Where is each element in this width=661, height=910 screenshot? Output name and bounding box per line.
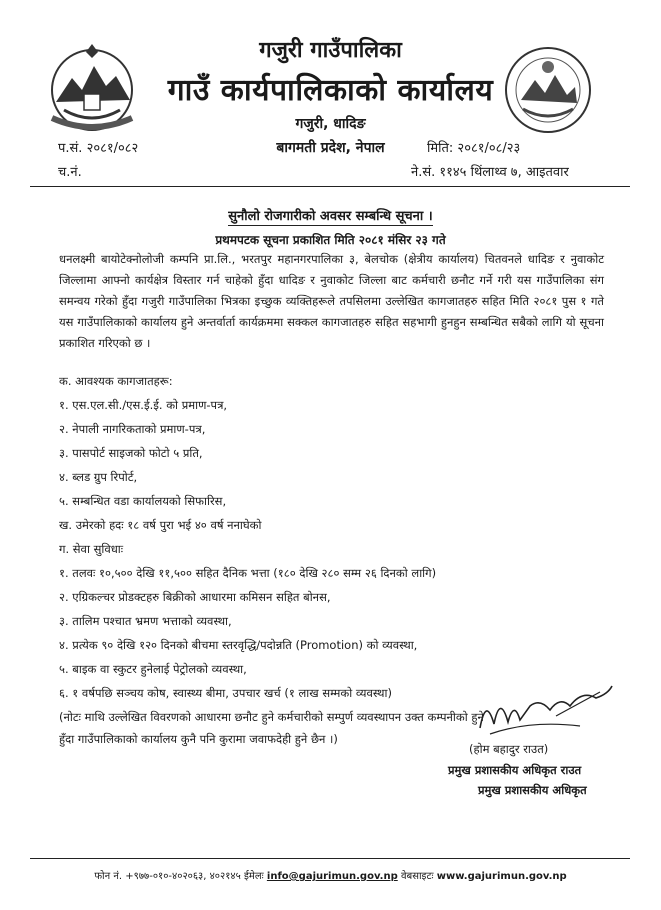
footer-email-label: ईमेलः <box>244 871 264 882</box>
list-item: ५. बाइक वा स्कुटर हुनेलाई पेट्रोलको व्यवस्था, <box>59 662 247 676</box>
dispatch-number: च.नं. <box>58 165 82 180</box>
reference-number: प.सं. २०८१/०८२ <box>58 141 139 156</box>
footer-email-link[interactable]: info@gajurimun.gov.np <box>266 871 398 882</box>
letter-date: मिति: २०८१/०८/२३ <box>427 141 521 156</box>
list-item: १. तलवः १०,५०० देखि ११,५०० सहित दैनिक भत्ता (१८० देखि २८० सम्म २६ दिनको लागि) <box>59 566 437 580</box>
list-item: ३. पासपोर्ट साइजको फोटो ५ प्रति, <box>59 446 203 460</box>
note-line: (नोटः माथि उल्लेखित विवरणको आधारमा छनौट हुने कर्मचारीको सम्पुर्ण व्यवस्थापन उक्त कम्पनीको हुने <box>59 710 484 724</box>
list-item: ग. सेवा सुविधाः <box>59 542 124 556</box>
notice-title-text: सुनौलो रोजगारीको अवसर सम्बन्धि सूचना । <box>228 209 433 224</box>
list-item: २. नेपाली नागरिकताको प्रमाण-पत्र, <box>59 422 206 436</box>
list-item: १. एस.एल.सी./एस.ई.ई. को प्रमाण-पत्र, <box>59 398 228 412</box>
publication-date-line: प्रथमपटक सूचना प्रकाशित मिति २०८१ मंसिर २३ गते <box>215 233 446 247</box>
footer-divider <box>30 858 630 859</box>
list-item: ४. प्रत्येक ९० देखि १२० दिनको बीचमा स्तरवृद्धि/पदोन्नति (Promotion) को व्यवस्था, <box>59 638 418 652</box>
signatory-name: (होम बहादुर राउत) <box>469 742 549 756</box>
office-name: गाउँ कार्यपालिकाको कार्यालय <box>167 73 494 108</box>
handwritten-signature-icon <box>460 676 620 748</box>
notice-body: धनलक्ष्मी बायोटेक्नोलोजी कम्पनि प्रा.लि., भरतपुर महानगरपालिका ३, बेलचोक (क्षेत्रीय कार्यालय) चितवनले धादिङ र नुवाकोट जिल्लामा आफ्नो कार्यक्षेत्र विस्तार गर्न चाहेको हुँदा धादिङ र नुवाकोट जिल्ला बाट कर्मचारी छनौट गर्ने गरी यस गाउँपालिका संग समन्वय गरेको हुँदा गजुरी गाउँपालिका भित्रका इच्छुक व्यक्तिहरूले तपसिलमा उल्लेखित कागजातहरु सहित मिति २०८१ पुस १ गते यस गाउँपालिकाको कार्यालय हुने अन्तर्वार्ता कार्यक्रममा सक्कल कागजातहरु सहित सहभागी हुनहुन सम्बन्धित सबैको लागि यो सूचना प्रकाशित गरिएको छ । <box>59 252 604 350</box>
header-divider <box>30 186 630 187</box>
note-line: हुँदा गाउँपालिकाको कार्यालय कुनै पनि कुरामा जवाफदेही हुने छैन ।) <box>59 732 338 746</box>
list-item: ३. तालिम पश्चात भ्रमण भत्ताको व्यवस्था, <box>59 614 232 628</box>
list-item: २. एग्रिकल्चर प्रोडक्टहरु बिक्रीको आधारमा कमिसन सहित बोनस, <box>59 590 331 604</box>
nepal-sambat-date: ने.सं. ११४५ थिंलाथ्व ७, आइतवार <box>411 165 569 180</box>
notice-title <box>0 206 661 224</box>
footer-phone: फोन नं. +९७७-०१०-४०२०६३, ४०२१४५ <box>94 871 241 882</box>
list-item: क. आवश्यक कागजातहरू: <box>59 374 173 388</box>
list-item: ६. १ वर्षपछि सञ्चय कोष, स्वास्थ्य बीमा, उपचार खर्च (१ लाख सम्मको व्यवस्था) <box>59 686 392 700</box>
footer-website-label: वेबसाइटः <box>400 871 434 882</box>
footer-contact <box>0 868 661 882</box>
list-item: ५. सम्बन्धित वडा कार्यालयको सिफारिस, <box>59 494 227 508</box>
list-item: ख. उमेरको हदः १८ वर्ष पुरा भई ४० वर्ष ननाघेको <box>59 518 262 532</box>
province-name: बागमती प्रदेश, नेपाल <box>276 140 385 156</box>
municipality-name: गजुरी गाउँपालिका <box>259 38 402 63</box>
signatory-title: प्रमुख प्रशासकीय अधिकृत <box>478 783 587 797</box>
list-item: ४. ब्लड ग्रुप रिपोर्ट, <box>59 470 138 484</box>
office-location: गजुरी, धादिङ <box>295 116 366 132</box>
signatory-stamp: प्रमुख प्रशासकीय अधिकृत राउत <box>448 763 582 777</box>
footer-website-link[interactable]: www.gajurimun.gov.np <box>436 871 567 882</box>
